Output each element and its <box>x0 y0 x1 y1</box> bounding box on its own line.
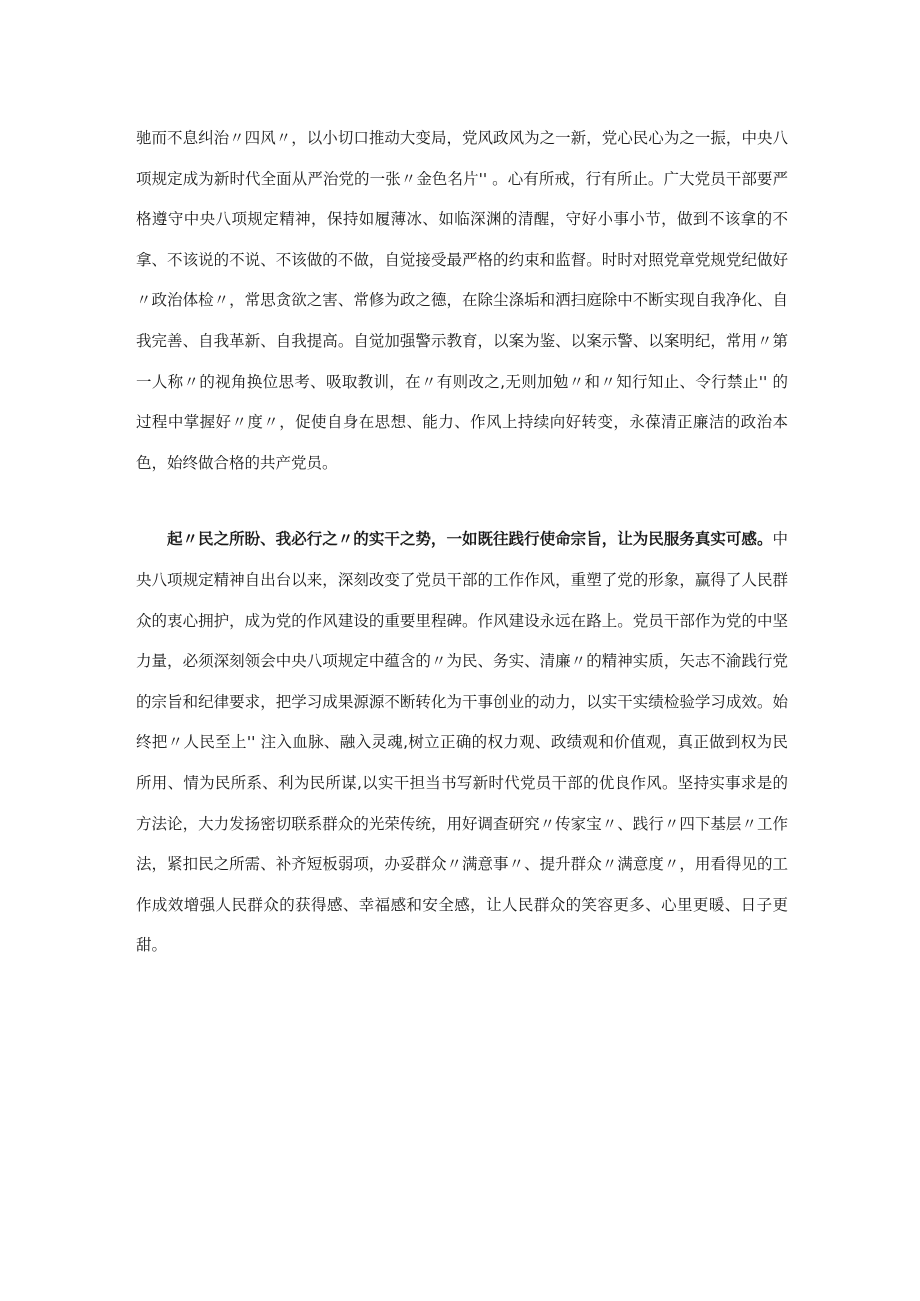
paragraph-lead: 起〃民之所盼、我必行之〃的实干之势，一如既往践行使命宗旨，让为民服务真实可感。 <box>167 530 773 549</box>
paragraph-text: 驰而不息纠治〃四风〃，以小切口推动大变局，党风政风为之一新，党心民心为之一振，中央八项规定成为新时代全面从严治党的一张〃金色名片'' 。心有所戒，行有所止。广大党员干部要严格遵守中央八项规定精神，保持如履薄冰、如临深渊的清醒，守好小事小节，做到不该拿的不拿、不该说的不说、不该做的不做，自觉接受最严格的约束和监督。时时对照党章党规党纪做好〃政治体检〃，常思贪欲之害、常修为政之德，在除尘涤垢和洒扫庭除中不断实现自我净化、自我完善、自我革新、自我提高。自觉加强警示教育，以案为鉴、以案示警、以案明纪，常用〃第一人称〃的视角换位思考、吸取教训，在〃有则改之,无则加勉〃和〃知行知止、令行禁止'' 的过程中掌握好〃度〃，促使自身在思想、能力、作风上持续向好转变，永葆清正廉洁的政治本色，始终做合格的共产党员。 <box>136 129 788 472</box>
document-body <box>136 118 788 966</box>
paragraph-text: 中央八项规定精神自出台以来，深刻改变了党员干部的工作作风，重塑了党的形象，赢得了人民群众的衷心拥护，成为党的作风建设的重要里程碑。作风建设永远在路上。党员干部作为党的中坚力量，必须深刻领会中央八项规定中蕴含的〃为民、务实、清廉〃的精神实质，矢志不渝践行党的宗旨和纪律要求，把学习成果源源不断转化为干事创业的动力，以实干实绩检验学习成效。始终把〃人民至上'' 注入血脉、融入灵魂,树立正确的权力观、政绩观和价值观，真正做到权为民所用、情为民所系、利为民所谋,以实干担当书写新时代党员干部的优良作风。坚持实事求是的方法论，大力发扬密切联系群众的光荣传统，用好调查研究〃传家宝〃、践行〃四下基层〃工作法，紧扣民之所需、补齐短板弱项，办妥群众〃满意事〃、提升群众〃满意度〃，用看得见的工作成效增强人民群众的获得感、幸福感和安全感，让人民群众的笑容更多、心里更暖、日子更甜。 <box>136 530 788 955</box>
paragraph-section <box>136 519 788 966</box>
paragraph-continuation <box>136 118 788 483</box>
